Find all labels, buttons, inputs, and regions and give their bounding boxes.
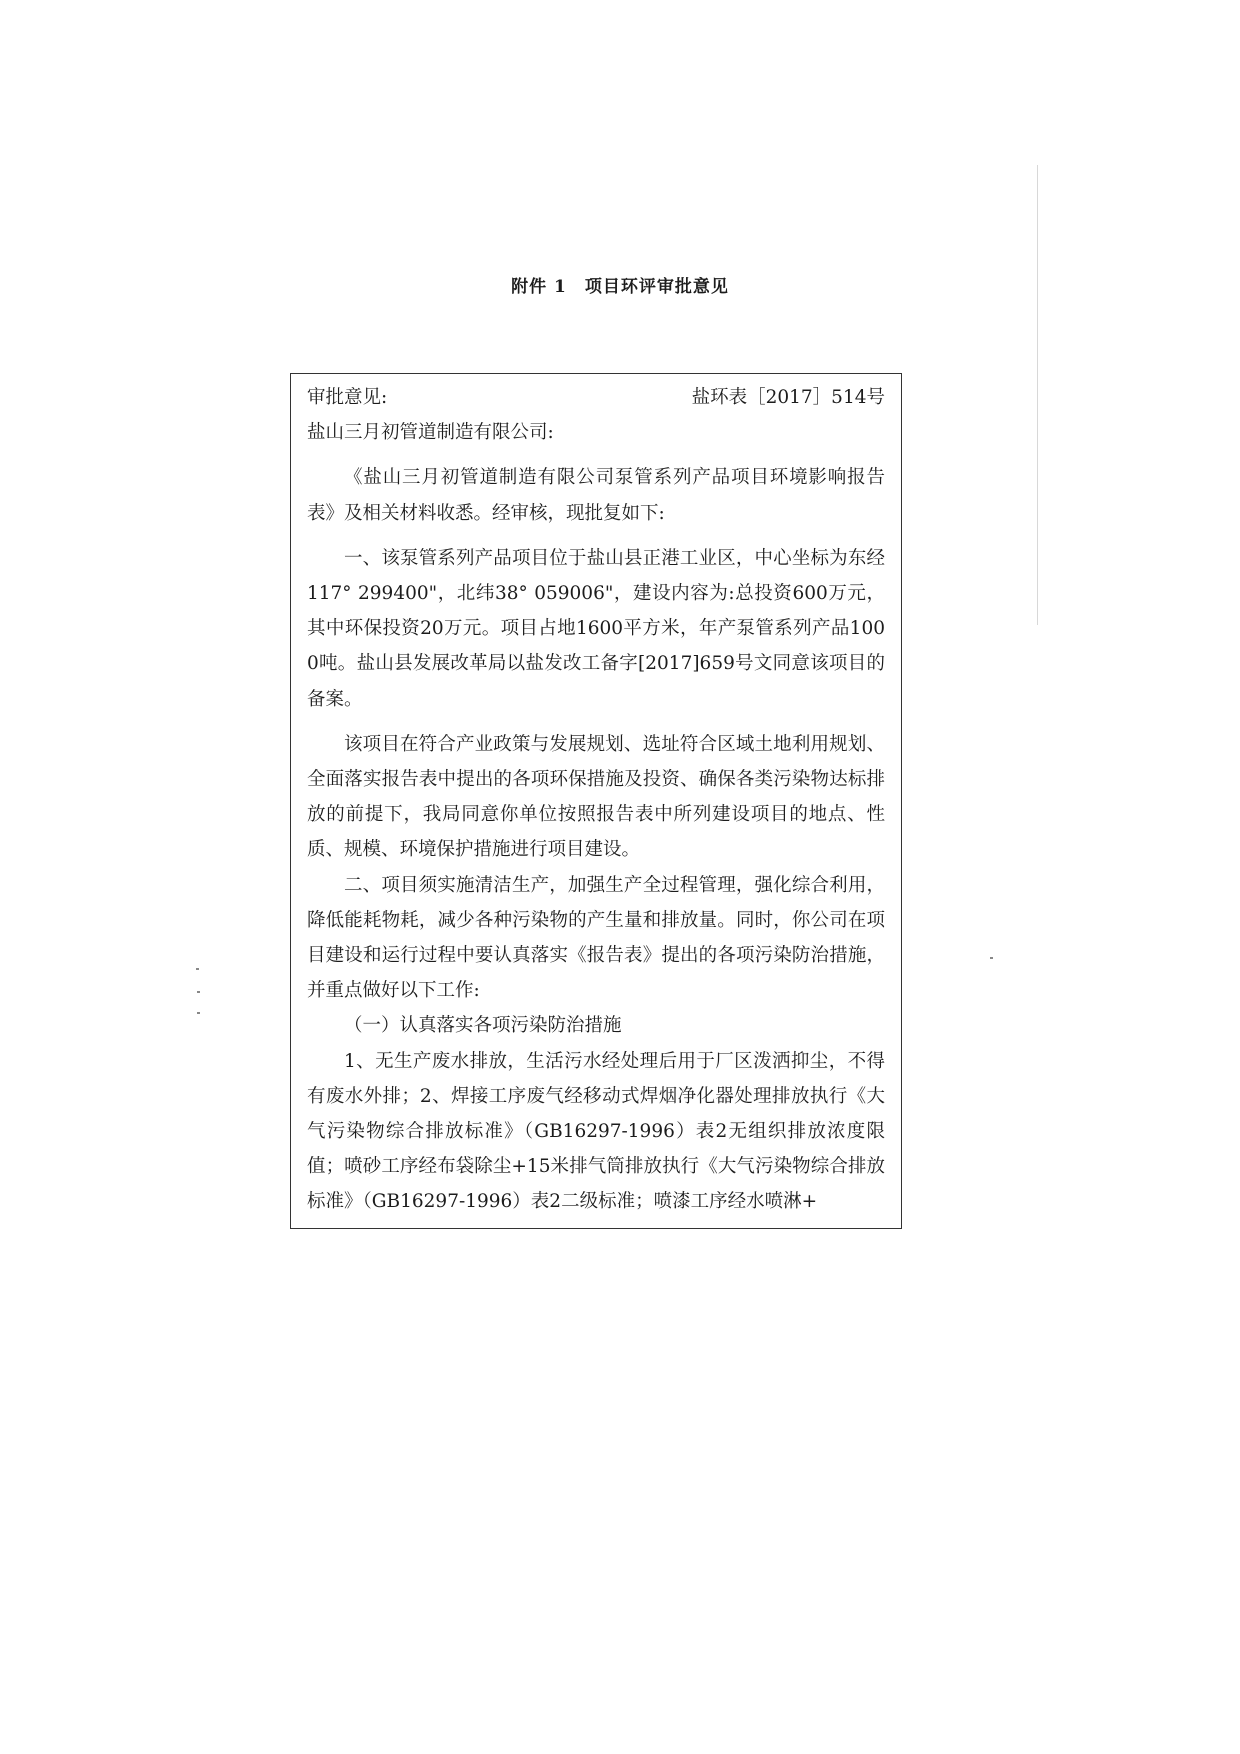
paragraph-approval-condition: 该项目在符合产业政策与发展规划、选址符合区域土地利用规划、全面落实报告表中提出的各项环保措施及投资、确保各类污染物达标排放的前提下，我局同意你单位按照报告表中所列建设项目的地点、性质、规模、环境保护措施进行项目建设。	[307, 733, 885, 861]
page-title: 附件 1 项目环评审批意见	[511, 277, 729, 297]
paragraph-intro: 《盐山三月初管道制造有限公司泵管系列产品项目环境影响报告表》及相关材料收悉。经审核，现批复如下:	[307, 467, 885, 524]
paragraph-pollution-measures: 1、无生产废水排放，生活污水经处理后用于厂区泼洒抑尘，不得有废水外排；2、焊接工序废气经移动式焊烟净化器处理排放执行《大气污染物综合排放标准》（GB16297-1996）表2无组织排放浓度限值；喷砂工序经布袋除尘+15米排气筒排放执行《大气污染物综合排放标准》（GB16297-1996）表2二级标准；喷漆工序经水喷淋+	[307, 1050, 885, 1213]
addressee: 盐山三月初管道制造有限公司:	[307, 422, 554, 444]
paragraph-clean-production: 二、项目须实施清洁生产，加强生产全过程管理，强化综合利用，降低能耗物耗，减少各种污染物的产生量和排放量。同时，你公司在项目建设和运行过程中要认真落实《报告表》提出的各项污染防治措施，并重点做好以下工作:	[307, 874, 885, 1002]
scan-artifact-dot	[990, 957, 993, 959]
scan-artifact-dot	[196, 968, 199, 970]
scan-artifact-dot	[197, 1012, 200, 1014]
paragraph-project-location: 一、该泵管系列产品项目位于盐山县正港工业区，中心坐标为东经117° 299400"，北纬38° 059006"，建设内容为:总投资600万元，其中环保投资20万元。项目占地1600平方米，年产泵管系列产品1000吨。盐山县发展改革局以盐发改工备字[2017]659号文同意该项目的备案。	[307, 547, 885, 710]
approval-opinion-box	[290, 373, 902, 1229]
scan-artifact-dot	[197, 991, 200, 993]
document-number: 盐环表［2017］514号	[691, 387, 885, 408]
approval-heading: 审批意见:	[307, 387, 388, 408]
section-heading-pollution-measures: （一）认真落实各项污染防治措施	[344, 1015, 622, 1037]
approval-header-row	[307, 380, 885, 415]
scan-artifact-line	[1037, 165, 1038, 625]
